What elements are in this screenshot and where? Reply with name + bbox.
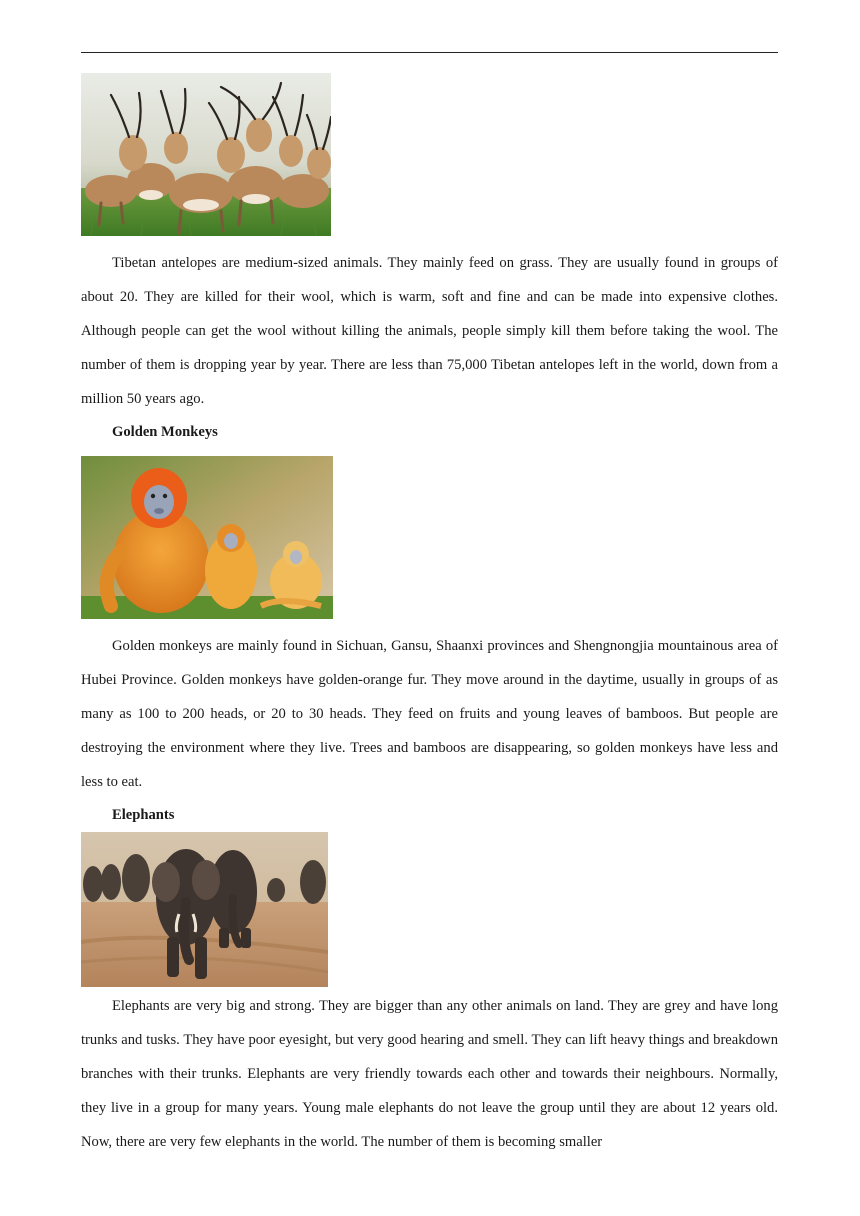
- antelope-paragraph: Tibetan antelopes are medium-sized animals. They mainly feed on grass. They are usually found in groups of about 20. They are killed for their wool, which is warm, soft and fine and can be made into expensive clothes. Although people can get the wool without killing the animals, people simply kill them before taking the wool. The number of them is dropping year by year. There are less than 75,000 Tibetan antelopes left in the world, down from a million 50 years ago.: [81, 255, 778, 407]
- golden-monkeys-heading: Golden Monkeys: [112, 424, 218, 440]
- tibetan-antelope-photo: [81, 73, 331, 236]
- golden-monkeys-paragraph: Golden monkeys are mainly found in Sichuan, Gansu, Shaanxi provinces and Shengnongjia mountainous area of Hubei Province. Golden monkeys have golden-orange fur. They move around in the daytime, usually in groups of as many as 100 to 200 heads, or 20 to 30 heads. They feed on fruits and young leaves of bamboos. But people are destroying the environment where they live. Trees and bamboos are disappearing, so golden monkeys have less and less to eat.: [81, 638, 778, 790]
- elephant-herd-photo: [81, 832, 328, 987]
- elephants-heading: Elephants: [112, 807, 175, 823]
- golden-monkeys-photo: [81, 456, 333, 619]
- elephants-paragraph: Elephants are very big and strong. They are bigger than any other animals on land. They are grey and have long trunks and tusks. They have poor eyesight, but very good hearing and smell. They can lift heavy things and breakdown branches with their trunks. Elephants are very friendly towards each other and towards their neighbours. Normally, they live in a group for many years. Young male elephants do not leave the group until they are about 12 years old. Now, there are very few elephants in the world. The number of them is becoming smaller: [81, 998, 778, 1150]
- header-rule: [81, 52, 778, 53]
